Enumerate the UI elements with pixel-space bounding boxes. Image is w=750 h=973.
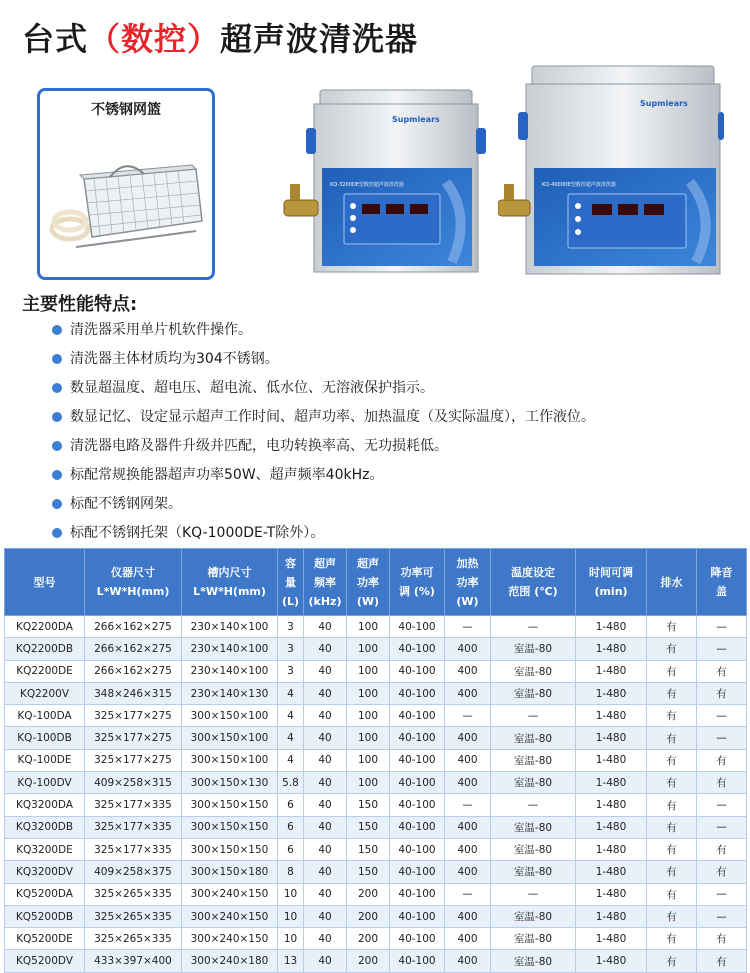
cell-capacity: 10 (278, 905, 304, 927)
cell-power-adjust: 40-100 (390, 705, 445, 727)
cell-drain: 有 (647, 727, 697, 749)
cell-inner-size: 230×140×100 (182, 660, 278, 682)
header-line: 功率 (456, 575, 479, 589)
cell-time-range: 1-480 (576, 772, 647, 794)
cell-heating-power: — (445, 794, 491, 816)
cell-frequency: 40 (304, 928, 347, 950)
cell-time-range: 1-480 (576, 638, 647, 660)
cell-inner-size: 300×150×100 (182, 727, 278, 749)
table-row (5, 794, 747, 816)
cell-time-range: 1-480 (576, 660, 647, 682)
cell-drain: 有 (647, 838, 697, 860)
cell-heating-power: 400 (445, 749, 491, 771)
cell-outer-size: 325×177×335 (85, 794, 182, 816)
header-line: 超声 (314, 556, 336, 570)
basket-label: 不锈钢网篮 (91, 102, 161, 118)
cell-frequency: 40 (304, 772, 347, 794)
basket-inset (37, 88, 215, 280)
header-line: 超声 (357, 556, 379, 570)
cell-lid: — (697, 727, 747, 749)
header-line: 槽内尺寸 (207, 566, 252, 579)
cell-temp-range: — (491, 616, 576, 638)
cell-power-adjust: 40-100 (390, 905, 445, 927)
header-line: (kHz) (308, 594, 342, 608)
cell-capacity: 13 (278, 950, 304, 972)
table-row (5, 816, 747, 838)
title-part3: 超声波清洗器 (220, 20, 419, 58)
cell-ultrasonic-power: 100 (347, 616, 390, 638)
cell-frequency: 40 (304, 883, 347, 905)
cell-power-adjust: 40-100 (390, 638, 445, 660)
cell-model: KQ3200DA (5, 794, 85, 816)
cell-model: KQ5200DV (5, 950, 85, 972)
col-header-temp-range (491, 549, 576, 616)
cell-lid: — (697, 638, 747, 660)
cell-outer-size: 266×162×275 (85, 616, 182, 638)
cell-ultrasonic-power: 100 (347, 682, 390, 704)
steel-basket-image (46, 121, 206, 269)
cell-inner-size: 230×140×100 (182, 616, 278, 638)
cell-model: KQ3200DB (5, 816, 85, 838)
cell-model: KQ3200DE (5, 838, 85, 860)
cell-power-adjust: 40-100 (390, 616, 445, 638)
cell-capacity: 6 (278, 816, 304, 838)
feature-item: 清洗器电路及器件升级并匹配，电功转换率高、无功损耗低。 (52, 436, 595, 465)
cell-outer-size: 433×397×400 (85, 950, 182, 972)
cell-heating-power: — (445, 705, 491, 727)
cell-power-adjust: 40-100 (390, 883, 445, 905)
cell-model: KQ2200DB (5, 638, 85, 660)
cell-outer-size: 325×177×275 (85, 749, 182, 771)
cell-temp-range: 室温-80 (491, 638, 576, 660)
cell-frequency: 40 (304, 905, 347, 927)
cell-time-range: 1-480 (576, 861, 647, 883)
cell-ultrasonic-power: 100 (347, 727, 390, 749)
col-header-heating-power (445, 549, 491, 616)
cell-temp-range: 室温-80 (491, 928, 576, 950)
header-line: L*W*H(mm) (96, 585, 170, 598)
cell-lid: — (697, 705, 747, 727)
table-row (5, 682, 747, 704)
header-line: 功率 (357, 575, 379, 589)
cell-time-range: 1-480 (576, 705, 647, 727)
washer-right-image (498, 62, 724, 282)
header-line: L*W*H(mm) (193, 585, 266, 598)
cell-time-range: 1-480 (576, 950, 647, 972)
cell-time-range: 1-480 (576, 883, 647, 905)
cell-power-adjust: 40-100 (390, 727, 445, 749)
cell-heating-power: — (445, 883, 491, 905)
col-header-ultrasonic-power (347, 549, 390, 616)
cell-outer-size: 325×177×275 (85, 727, 182, 749)
cell-outer-size: 325×265×335 (85, 905, 182, 927)
cell-frequency: 40 (304, 794, 347, 816)
features-list (52, 320, 595, 552)
cell-inner-size: 300×150×150 (182, 816, 278, 838)
feature-item: 标配不锈钢托架（KQ-1000DE-T除外）。 (52, 523, 595, 552)
washer-left-panel-text: KQ-3200DE型数控超声波清洗器 (330, 182, 404, 188)
header-line: 降音 (710, 566, 733, 579)
cell-heating-power: 400 (445, 816, 491, 838)
spec-table-body (5, 616, 747, 973)
cell-ultrasonic-power: 100 (347, 749, 390, 771)
header-line: 功率可 (400, 566, 434, 579)
cell-drain: 有 (647, 794, 697, 816)
cell-model: KQ-100DE (5, 749, 85, 771)
feature-item: 清洗器采用单片机软件操作。 (52, 320, 595, 349)
table-row (5, 861, 747, 883)
cell-ultrasonic-power: 200 (347, 883, 390, 905)
table-row (5, 928, 747, 950)
cell-inner-size: 300×240×150 (182, 883, 278, 905)
cell-ultrasonic-power: 200 (347, 928, 390, 950)
cell-heating-power: 400 (445, 727, 491, 749)
cell-power-adjust: 40-100 (390, 682, 445, 704)
cell-heating-power: 400 (445, 861, 491, 883)
cell-heating-power: 400 (445, 950, 491, 972)
header-line: (L) (281, 594, 300, 608)
cell-outer-size: 266×162×275 (85, 638, 182, 660)
cell-temp-range: 室温-80 (491, 749, 576, 771)
cell-inner-size: 230×140×130 (182, 682, 278, 704)
cell-temp-range: — (491, 794, 576, 816)
cell-temp-range: 室温-80 (491, 816, 576, 838)
cell-capacity: 4 (278, 705, 304, 727)
cell-temp-range: 室温-80 (491, 861, 576, 883)
washer-left-brand: Supmiears (392, 115, 440, 124)
header-line: 型号 (33, 575, 56, 589)
cell-heating-power: 400 (445, 772, 491, 794)
cell-capacity: 3 (278, 638, 304, 660)
cell-time-range: 1-480 (576, 727, 647, 749)
features-title: 主要性能特点: (22, 294, 138, 315)
cell-ultrasonic-power: 200 (347, 950, 390, 972)
cell-drain: 有 (647, 616, 697, 638)
cell-model: KQ-100DA (5, 705, 85, 727)
cell-frequency: 40 (304, 816, 347, 838)
cell-frequency: 40 (304, 727, 347, 749)
cell-lid: 有 (697, 950, 747, 972)
cell-inner-size: 300×150×150 (182, 838, 278, 860)
feature-item: 标配不锈钢网架。 (52, 494, 595, 523)
cell-heating-power: 400 (445, 928, 491, 950)
table-row (5, 905, 747, 927)
cell-heating-power: 400 (445, 905, 491, 927)
cell-drain: 有 (647, 950, 697, 972)
feature-item: 清洗器主体材质均为304不锈钢。 (52, 349, 595, 378)
col-header-outer-size (85, 549, 182, 616)
feature-item: 数显超温度、超电压、超电流、低水位、无溶液保护指示。 (52, 378, 595, 407)
cell-model: KQ2200DA (5, 616, 85, 638)
cell-capacity: 5.8 (278, 772, 304, 794)
cell-model: KQ2200DE (5, 660, 85, 682)
cell-drain: 有 (647, 638, 697, 660)
cell-model: KQ2200V (5, 682, 85, 704)
cell-time-range: 1-480 (576, 838, 647, 860)
cell-ultrasonic-power: 100 (347, 772, 390, 794)
cell-model: KQ-100DB (5, 727, 85, 749)
cell-lid: — (697, 616, 747, 638)
cell-ultrasonic-power: 150 (347, 794, 390, 816)
col-header-model (5, 549, 85, 616)
cell-power-adjust: 40-100 (390, 928, 445, 950)
cell-heating-power: 400 (445, 660, 491, 682)
cell-model: KQ5200DE (5, 928, 85, 950)
cell-drain: 有 (647, 772, 697, 794)
header-line: (W) (356, 594, 380, 608)
cell-outer-size: 409×258×375 (85, 861, 182, 883)
cell-capacity: 8 (278, 861, 304, 883)
table-row (5, 772, 747, 794)
table-row (5, 727, 747, 749)
cell-inner-size: 300×150×180 (182, 861, 278, 883)
cell-frequency: 40 (304, 861, 347, 883)
title-part2: （数控） (88, 20, 221, 58)
cell-time-range: 1-480 (576, 682, 647, 704)
cell-power-adjust: 40-100 (390, 794, 445, 816)
header-line: 时间可调 (589, 566, 633, 579)
col-header-drain (647, 549, 697, 616)
cell-temp-range: 室温-80 (491, 727, 576, 749)
cell-ultrasonic-power: 150 (347, 816, 390, 838)
cell-frequency: 40 (304, 749, 347, 771)
cell-power-adjust: 40-100 (390, 749, 445, 771)
cell-capacity: 6 (278, 794, 304, 816)
cell-time-range: 1-480 (576, 794, 647, 816)
table-row (5, 950, 747, 972)
cell-lid: — (697, 816, 747, 838)
cell-lid: 有 (697, 749, 747, 771)
cell-inner-size: 300×150×100 (182, 705, 278, 727)
cell-drain: 有 (647, 749, 697, 771)
table-row (5, 638, 747, 660)
cell-drain: 有 (647, 861, 697, 883)
cell-drain: 有 (647, 660, 697, 682)
cell-heating-power: 400 (445, 638, 491, 660)
cell-frequency: 40 (304, 950, 347, 972)
cell-lid: — (697, 794, 747, 816)
feature-item: 标配常规换能器超声功率50W、超声频率40kHz。 (52, 465, 595, 494)
cell-outer-size: 348×246×315 (85, 682, 182, 704)
cell-capacity: 10 (278, 928, 304, 950)
cell-ultrasonic-power: 100 (347, 705, 390, 727)
washer-right-brand: Supmiears (640, 99, 688, 108)
cell-temp-range: 室温-80 (491, 772, 576, 794)
cell-model: KQ-100DV (5, 772, 85, 794)
cell-temp-range: 室温-80 (491, 905, 576, 927)
page-title (22, 14, 418, 60)
header-line: 温度设定 (511, 566, 555, 579)
cell-inner-size: 300×240×150 (182, 928, 278, 950)
cell-time-range: 1-480 (576, 816, 647, 838)
cell-temp-range: — (491, 883, 576, 905)
spec-table (4, 548, 747, 973)
cell-frequency: 40 (304, 705, 347, 727)
cell-lid: 有 (697, 928, 747, 950)
cell-inner-size: 300×240×180 (182, 950, 278, 972)
cell-lid: — (697, 883, 747, 905)
table-row (5, 660, 747, 682)
cell-time-range: 1-480 (576, 749, 647, 771)
cell-frequency: 40 (304, 660, 347, 682)
cell-temp-range: 室温-80 (491, 660, 576, 682)
cell-capacity: 4 (278, 682, 304, 704)
cell-lid: — (697, 905, 747, 927)
cell-power-adjust: 40-100 (390, 838, 445, 860)
header-line: 仪器尺寸 (111, 566, 155, 579)
header-line: 排水 (660, 575, 683, 589)
col-header-capacity (278, 549, 304, 616)
cell-power-adjust: 40-100 (390, 772, 445, 794)
header-line: 调 (%) (399, 585, 435, 598)
cell-temp-range: 室温-80 (491, 950, 576, 972)
cell-inner-size: 300×150×150 (182, 794, 278, 816)
cell-capacity: 6 (278, 838, 304, 860)
cell-time-range: 1-480 (576, 928, 647, 950)
table-row (5, 616, 747, 638)
cell-lid: 有 (697, 838, 747, 860)
cell-drain: 有 (647, 816, 697, 838)
cell-frequency: 40 (304, 638, 347, 660)
table-row (5, 838, 747, 860)
cell-outer-size: 325×177×335 (85, 816, 182, 838)
col-header-power-adjust (390, 549, 445, 616)
cell-drain: 有 (647, 705, 697, 727)
cell-time-range: 1-480 (576, 905, 647, 927)
cell-capacity: 4 (278, 749, 304, 771)
table-row (5, 705, 747, 727)
cell-outer-size: 266×162×275 (85, 660, 182, 682)
header-line: 范围 (℃) (508, 585, 558, 598)
cell-model: KQ3200DV (5, 861, 85, 883)
feature-item: 数显记忆、设定显示超声工作时间、超声功率、加热温度（及实际温度），工作液位。 (52, 407, 595, 436)
cell-lid: 有 (697, 660, 747, 682)
cell-capacity: 3 (278, 616, 304, 638)
header-line: 量 (285, 575, 296, 589)
cell-power-adjust: 40-100 (390, 950, 445, 972)
cell-model: KQ5200DB (5, 905, 85, 927)
cell-capacity: 10 (278, 883, 304, 905)
header-line: 盖 (716, 585, 727, 598)
header-line: (min) (594, 585, 628, 598)
cell-drain: 有 (647, 682, 697, 704)
cell-ultrasonic-power: 100 (347, 638, 390, 660)
table-row (5, 749, 747, 771)
cell-heating-power: — (445, 616, 491, 638)
header-line: (W) (456, 594, 479, 608)
cell-temp-range: 室温-80 (491, 838, 576, 860)
cell-temp-range: 室温-80 (491, 682, 576, 704)
col-header-time-range (576, 549, 647, 616)
spec-table-header (5, 549, 747, 616)
col-header-frequency (304, 549, 347, 616)
header-line: 频率 (314, 575, 336, 589)
cell-outer-size: 325×177×335 (85, 838, 182, 860)
cell-inner-size: 300×240×150 (182, 905, 278, 927)
table-row (5, 883, 747, 905)
cell-drain: 有 (647, 928, 697, 950)
cell-frequency: 40 (304, 838, 347, 860)
title-part1: 台式 (22, 20, 89, 58)
header-line: 容 (285, 556, 296, 570)
cell-outer-size: 325×265×335 (85, 928, 182, 950)
cell-lid: 有 (697, 772, 747, 794)
cell-outer-size: 409×258×315 (85, 772, 182, 794)
cell-outer-size: 325×265×335 (85, 883, 182, 905)
cell-time-range: 1-480 (576, 616, 647, 638)
cell-inner-size: 300×150×130 (182, 772, 278, 794)
cell-capacity: 3 (278, 660, 304, 682)
cell-ultrasonic-power: 150 (347, 861, 390, 883)
cell-model: KQ5200DA (5, 883, 85, 905)
cell-capacity: 4 (278, 727, 304, 749)
cell-outer-size: 325×177×275 (85, 705, 182, 727)
cell-heating-power: 400 (445, 682, 491, 704)
cell-inner-size: 300×150×100 (182, 749, 278, 771)
cell-ultrasonic-power: 100 (347, 660, 390, 682)
cell-inner-size: 230×140×100 (182, 638, 278, 660)
washer-right-panel-text: KQ-4000DE型数控超声波清洗器 (542, 182, 616, 188)
washer-left-image (276, 86, 494, 282)
cell-power-adjust: 40-100 (390, 861, 445, 883)
header-line: 加热 (456, 556, 479, 570)
col-header-inner-size (182, 549, 278, 616)
cell-heating-power: 400 (445, 838, 491, 860)
cell-ultrasonic-power: 150 (347, 838, 390, 860)
cell-power-adjust: 40-100 (390, 816, 445, 838)
cell-ultrasonic-power: 200 (347, 905, 390, 927)
cell-drain: 有 (647, 905, 697, 927)
cell-lid: 有 (697, 861, 747, 883)
cell-power-adjust: 40-100 (390, 660, 445, 682)
cell-frequency: 40 (304, 616, 347, 638)
cell-drain: 有 (647, 883, 697, 905)
cell-temp-range: — (491, 705, 576, 727)
col-header-lid (697, 549, 747, 616)
cell-frequency: 40 (304, 682, 347, 704)
cell-lid: 有 (697, 682, 747, 704)
